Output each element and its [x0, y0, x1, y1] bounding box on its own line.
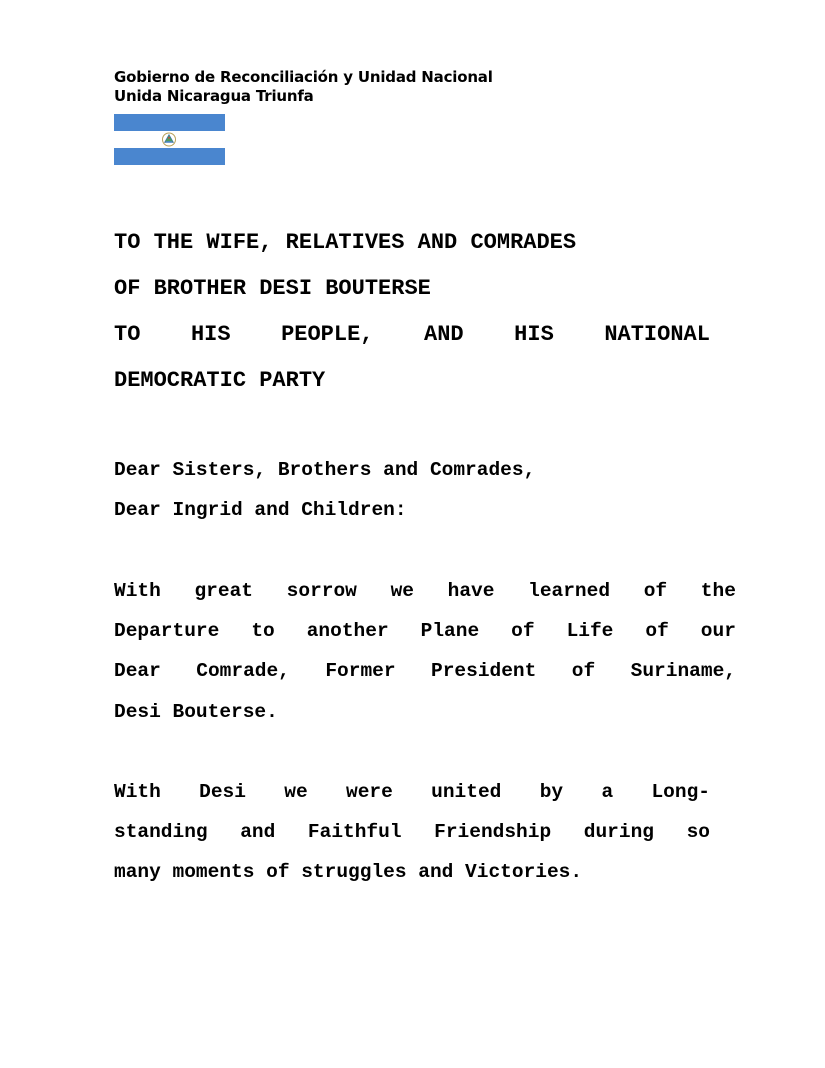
word: by	[539, 781, 564, 803]
word: standing	[114, 821, 208, 844]
word: great	[194, 580, 253, 602]
paragraph1-line-4: Desi Bouterse.	[114, 700, 278, 723]
word: Plane	[420, 620, 480, 643]
word: another	[306, 620, 389, 643]
heading-word: TO	[114, 322, 141, 347]
word: have	[447, 580, 495, 602]
heading-word: AND	[424, 322, 464, 347]
word: Dear	[114, 660, 161, 683]
heading-line-3	[114, 312, 710, 358]
word: a	[601, 781, 614, 803]
heading-word: PEOPLE,	[281, 322, 374, 347]
heading-word: NATIONAL	[604, 322, 710, 347]
flag-bottom-stripe	[114, 148, 225, 165]
word: we	[390, 580, 414, 602]
word: of	[645, 620, 669, 643]
word: sorrow	[286, 580, 357, 602]
paragraph1-line-3	[114, 651, 736, 691]
paragraph-condolence	[114, 571, 736, 732]
word: of	[643, 580, 668, 602]
word: so	[686, 821, 710, 844]
paragraph2-line-1	[114, 772, 710, 812]
word: Long-	[651, 781, 710, 803]
word: Former	[325, 660, 396, 683]
paragraph-friendship	[114, 772, 710, 893]
word: Suriname,	[630, 660, 736, 683]
word: With	[114, 580, 161, 602]
flag-top-stripe	[114, 114, 225, 131]
heading-word: HIS	[190, 322, 231, 347]
word: of	[511, 620, 535, 643]
word: we	[284, 781, 308, 803]
greeting	[114, 450, 736, 530]
heading-line-1: TO THE WIFE, RELATIVES AND COMRADES	[114, 230, 577, 255]
word: Desi	[199, 781, 246, 803]
letterhead	[114, 68, 493, 106]
letter-heading	[114, 220, 710, 404]
word: and	[240, 821, 276, 844]
letterhead-government-name: Gobierno de Reconciliación y Unidad Nacional	[114, 68, 493, 86]
word: Faithful	[307, 821, 402, 844]
word: Departure	[114, 620, 220, 643]
greeting-line-1: Dear Sisters, Brothers and Comrades,	[114, 459, 536, 481]
word: Friendship	[434, 821, 552, 844]
word: the	[700, 580, 736, 602]
word: united	[431, 781, 502, 803]
word: With	[114, 781, 161, 803]
word: of	[571, 660, 596, 683]
nicaragua-flag	[114, 114, 225, 165]
word: our	[700, 620, 736, 643]
letterhead-slogan: Unida Nicaragua Triunfa	[114, 87, 314, 105]
nicaragua-coat-of-arms-icon	[160, 131, 178, 148]
word: Comrade,	[196, 660, 290, 683]
heading-line-4: DEMOCRATIC PARTY	[114, 368, 326, 393]
heading-word: HIS	[514, 322, 554, 347]
paragraph2-line-2	[114, 812, 710, 852]
word: Life	[566, 620, 614, 643]
word: learned	[528, 580, 611, 602]
word: to	[251, 620, 275, 643]
greeting-line-2: Dear Ingrid and Children:	[114, 499, 407, 522]
heading-line-2: OF BROTHER DESI BOUTERSE	[114, 276, 431, 301]
word: were	[346, 781, 393, 803]
paragraph1-line-1	[114, 571, 736, 611]
paragraph1-line-2	[114, 611, 736, 651]
word: during	[583, 821, 654, 844]
word: President	[431, 660, 537, 683]
paragraph2-line-3: many moments of struggles and Victories.	[114, 861, 583, 884]
